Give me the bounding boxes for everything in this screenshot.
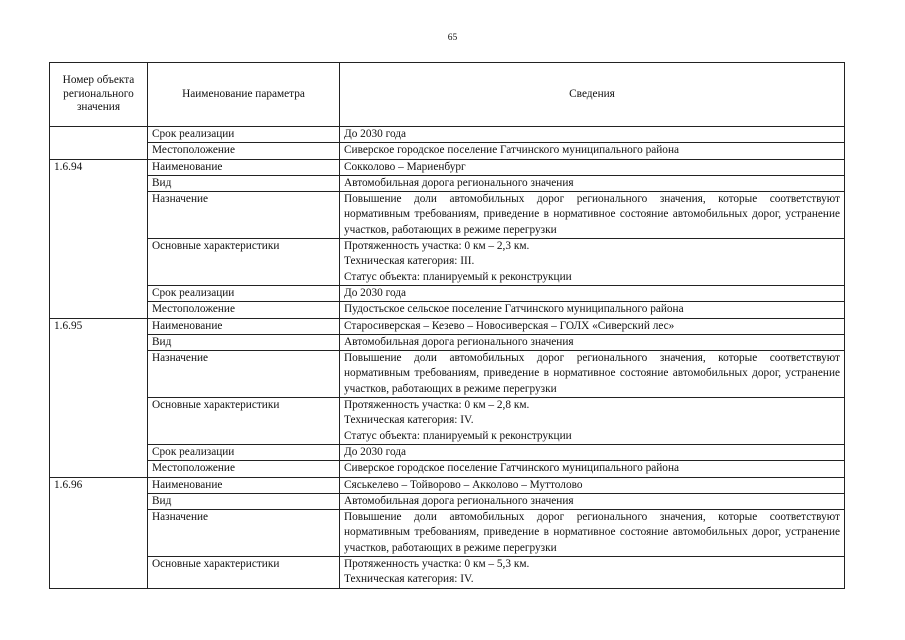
- parameter-name-cell: Наименование: [148, 159, 340, 175]
- table-row: [50, 159, 845, 175]
- object-number-cell: [50, 192, 148, 239]
- details-line: Техническая категория: III.: [344, 255, 475, 268]
- details-cell: Автомобильная дорога регионального значения: [340, 493, 845, 509]
- object-number-cell: [50, 143, 148, 159]
- object-number-cell: [50, 461, 148, 477]
- table-row: [50, 477, 845, 493]
- details-cell: До 2030 года: [340, 285, 845, 301]
- details-line: Техническая категория: IV.: [344, 573, 474, 586]
- table-row: [50, 557, 845, 589]
- details-line: Статус объекта: планируемый к реконструкции: [344, 429, 572, 442]
- details-cell: Автомобильная дорога регионального значения: [340, 334, 845, 350]
- table-row: [50, 351, 845, 398]
- object-number-cell: [50, 127, 148, 143]
- table-row: [50, 285, 845, 301]
- details-cell: Сиверское городское поселение Гатчинского муниципального района: [340, 143, 845, 159]
- parameter-name-cell: Вид: [148, 334, 340, 350]
- details-cell: Сокколово – Мариенбург: [340, 159, 845, 175]
- object-number-cell: [50, 285, 148, 301]
- table-body: [50, 127, 845, 589]
- parameter-name-cell: Назначение: [148, 351, 340, 398]
- header-object-number: Номер объекта регионального значения: [50, 63, 148, 127]
- parameter-name-cell: Вид: [148, 175, 340, 191]
- header-parameter-name: Наименование параметра: [148, 63, 340, 127]
- parameter-name-cell: Вид: [148, 493, 340, 509]
- table-header-row: [50, 63, 845, 127]
- parameter-name-cell: Местоположение: [148, 143, 340, 159]
- page-number: 65: [447, 33, 458, 43]
- table-row: [50, 318, 845, 334]
- object-number-cell: [50, 351, 148, 398]
- details-line: Протяженность участка: 0 км – 5,3 км.: [344, 558, 530, 571]
- parameter-name-cell: Наименование: [148, 318, 340, 334]
- details-cell: Сяськелево – Тойворово – Акколово – Муттолово: [340, 477, 845, 493]
- details-cell: Повышение доли автомобильных дорог регионального значения, которые соответствуют нормативным требованиям, приведение в нормативное состояние автомобильных дорог, устранение участков, работающих в режиме перегрузки: [340, 510, 845, 557]
- table-row: [50, 444, 845, 460]
- parameter-name-cell: Срок реализации: [148, 285, 340, 301]
- details-cell: До 2030 года: [340, 444, 845, 460]
- table-row: [50, 510, 845, 557]
- object-number-cell: [50, 444, 148, 460]
- header-details: Сведения: [340, 63, 845, 127]
- details-cell: [340, 557, 845, 589]
- object-number-cell: [50, 510, 148, 557]
- details-cell: Автомобильная дорога регионального значения: [340, 175, 845, 191]
- table-row: [50, 334, 845, 350]
- object-number-cell: 1.6.95: [50, 318, 148, 334]
- table-row: [50, 493, 845, 509]
- object-number-cell: 1.6.96: [50, 477, 148, 493]
- object-number-cell: 1.6.94: [50, 159, 148, 175]
- object-number-cell: [50, 175, 148, 191]
- table-row: [50, 461, 845, 477]
- details-cell: Повышение доли автомобильных дорог регионального значения, которые соответствуют нормативным требованиям, приведение в нормативное состояние автомобильных дорог, устранение участков, работающих в режиме перегрузки: [340, 192, 845, 239]
- object-number-cell: [50, 302, 148, 318]
- parameter-name-cell: Местоположение: [148, 302, 340, 318]
- parameter-name-cell: Назначение: [148, 510, 340, 557]
- details-cell: Старосиверская – Кезево – Новосиверская – ГОЛХ «Сиверский лес»: [340, 318, 845, 334]
- parameter-name-cell: Местоположение: [148, 461, 340, 477]
- details-line: Статус объекта: планируемый к реконструкции: [344, 270, 572, 283]
- details-line: Протяженность участка: 0 км – 2,3 км.: [344, 240, 530, 253]
- parameter-name-cell: Срок реализации: [148, 444, 340, 460]
- parameter-name-cell: Срок реализации: [148, 127, 340, 143]
- table-row: [50, 127, 845, 143]
- details-cell: Сиверское городское поселение Гатчинского муниципального района: [340, 461, 845, 477]
- table-row: [50, 302, 845, 318]
- parameter-name-cell: Основные характеристики: [148, 557, 340, 589]
- object-number-cell: [50, 493, 148, 509]
- table-row: [50, 239, 845, 286]
- parameter-name-cell: Основные характеристики: [148, 239, 340, 286]
- table-row: [50, 175, 845, 191]
- object-number-cell: [50, 557, 148, 589]
- parameter-name-cell: Назначение: [148, 192, 340, 239]
- object-number-cell: [50, 334, 148, 350]
- details-cell: До 2030 года: [340, 127, 845, 143]
- parameter-name-cell: Основные характеристики: [148, 398, 340, 445]
- details-cell: Пудостьское сельское поселение Гатчинского муниципального района: [340, 302, 845, 318]
- details-line: Техническая категория: IV.: [344, 414, 474, 427]
- object-number-cell: [50, 398, 148, 445]
- table-row: [50, 192, 845, 239]
- details-cell: [340, 398, 845, 445]
- details-cell: [340, 239, 845, 286]
- details-line: Протяженность участка: 0 км – 2,8 км.: [344, 399, 530, 412]
- table-row: [50, 398, 845, 445]
- parameters-table: [49, 62, 845, 589]
- details-cell: Повышение доли автомобильных дорог регионального значения, которые соответствуют нормативным требованиям, приведение в нормативное состояние автомобильных дорог, устранение участков, работающих в режиме перегрузки: [340, 351, 845, 398]
- parameter-name-cell: Наименование: [148, 477, 340, 493]
- object-number-cell: [50, 239, 148, 286]
- table-row: [50, 143, 845, 159]
